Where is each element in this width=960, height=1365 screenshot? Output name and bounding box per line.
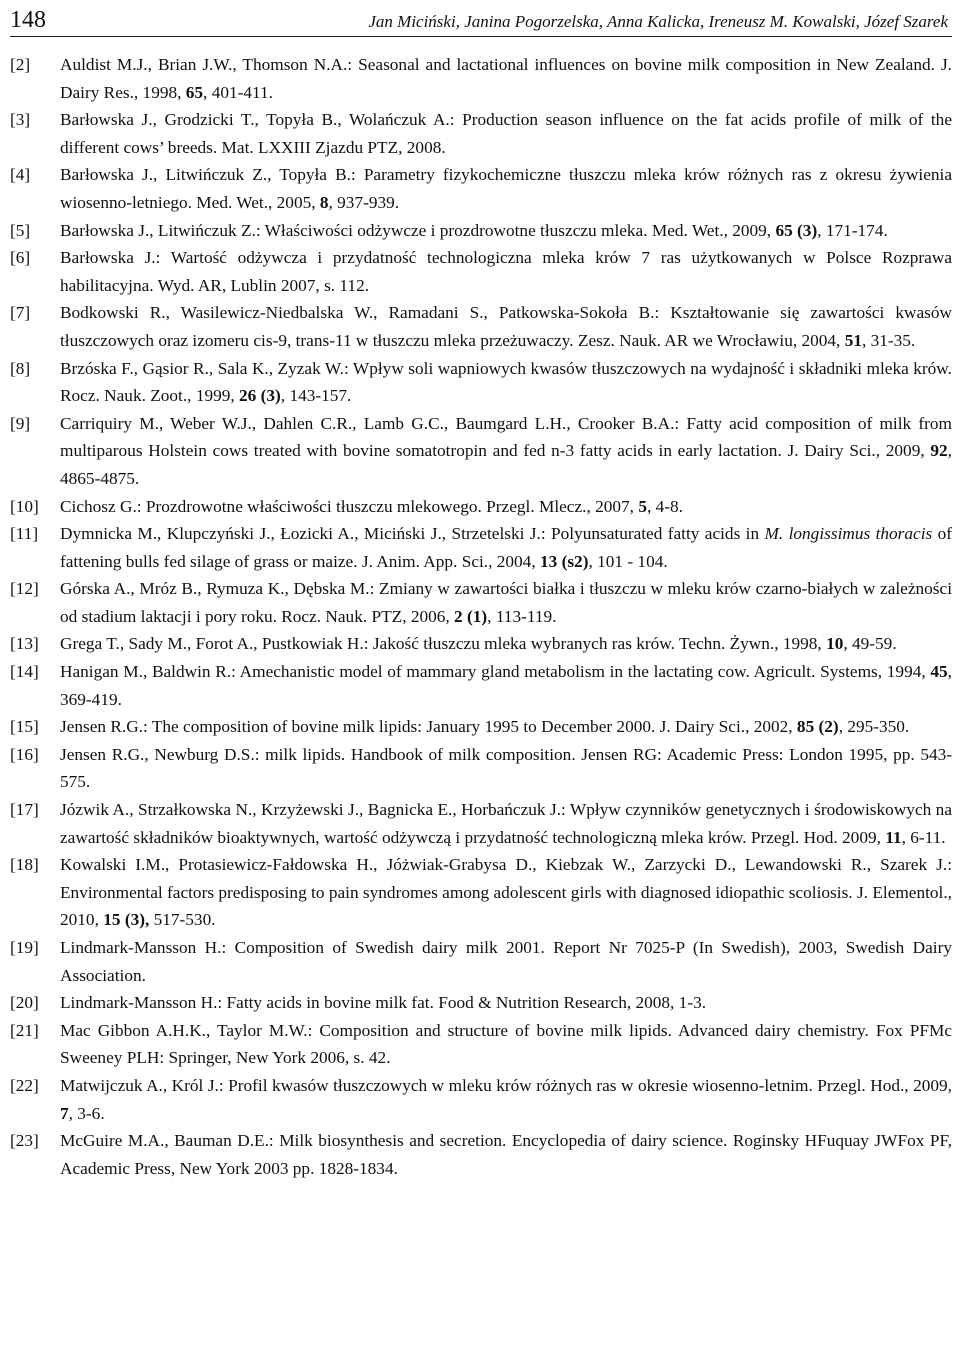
reference-text — [60, 1072, 952, 1127]
reference-text-segment: Barłowska J., Grodzicki T., Topyła B., Wolańczuk A.: Production season influence on the fat acids profile of milk of the different cows’ breeds. Mat. LXXIII Zjazdu PTZ, 2008. — [60, 110, 952, 157]
reference-text — [60, 741, 952, 796]
reference-text-segment: Hanigan M., Baldwin R.: Amechanistic model of mammary gland metabolism in the lactating cow. Agricult. Systems, 1994, — [60, 662, 931, 682]
reference-text-segment: Jensen R.G., Newburg D.S.: milk lipids. Handbook of milk composition. Jensen RG: Academic Press: London 1995, pp. 543-575. — [60, 744, 952, 792]
reference-volume: 13 — [539, 551, 558, 571]
reference-number: [7] — [10, 303, 31, 323]
reference-text-segment: 517-530. — [149, 910, 216, 930]
reference-text-segment: Carriquiry M., Weber W.J., Dahlen C.R., Lamb G.C., Baumgard L.H., Crooker B.A.: Fatty acid composition of milk from multiparous Holstein cows treated with bovine somatotropin and fed n-3 fatty acids in early lactation. J. Dairy Sci., 2009, — [60, 413, 952, 461]
reference-volume: (1) — [467, 606, 488, 626]
reference-text-segment: , 143-157. — [280, 386, 352, 406]
reference-volume: (3) — [797, 220, 818, 240]
reference-volume: (3), — [124, 910, 150, 930]
reference-number: [6] — [10, 248, 31, 268]
reference-text-segment: , 31-35. — [861, 330, 916, 350]
reference-text — [60, 1127, 952, 1182]
reference-text-segment: , 6-11. — [901, 827, 946, 847]
reference-text-segment: , 937-939. — [328, 192, 400, 212]
running-head-authors: Jan Miciński, Janina Pogorzelska, Anna Kalicka, Ireneusz M. Kowalski, Józef Szarek — [368, 12, 948, 31]
reference-entry — [10, 493, 952, 521]
reference-number: [23] — [10, 1131, 39, 1151]
reference-number: [18] — [10, 855, 39, 875]
reference-text-segment: , 101 - 104. — [588, 551, 668, 571]
reference-text — [60, 244, 952, 299]
reference-entry — [10, 299, 952, 354]
reference-text — [60, 106, 952, 161]
reference-number: [5] — [10, 220, 31, 240]
reference-entry — [10, 575, 952, 630]
reference-text-segment: Lindmark-Mansson H.: Fatty acids in bovine milk fat. Food & Nutrition Research, 2008, 1-3. — [60, 993, 707, 1013]
reference-entry — [10, 520, 952, 575]
reference-text-segment: Barłowska J.: Wartość odżywcza i przydatność technologiczna mleka krów 7 ras użytkowanych w Polsce Rozprawa habilitacyjna. Wyd. AR, Lublin 2007, s. 112. — [60, 248, 952, 295]
reference-text — [60, 796, 952, 851]
reference-number: [14] — [10, 662, 39, 682]
reference-text-segment: , 4-8. — [646, 496, 683, 516]
page-number: 148 — [10, 7, 46, 33]
reference-text — [60, 410, 952, 493]
reference-entry — [10, 161, 952, 216]
reference-volume: (3) — [260, 386, 281, 406]
reference-entry — [10, 934, 952, 989]
reference-text-segment: , 4865-4875. — [60, 441, 952, 488]
reference-text-segment: , 401-411. — [203, 82, 273, 102]
reference-text — [60, 217, 952, 245]
reference-text-segment: Barłowska J., Litwińczuk Z., Topyła B.: Parametry fizykochemiczne tłuszczu mleka krów różnych ras z okresu żywienia wiosenno-letniego. Med. Wet., 2005, — [60, 165, 952, 212]
reference-text — [60, 1017, 952, 1072]
reference-text-segment: Bodkowski R., Wasilewicz-Niedbalska W., Ramadani S., Patkowska-Sokoła B.: Kształtowanie się zawartości kwasów tłuszczowych oraz izomeru cis-9, trans-11 w tłuszczu mleka przeżuwaczy. Zesz. Nauk. AR we Wrocławiu, 2004, — [60, 303, 952, 350]
reference-number: [17] — [10, 800, 39, 820]
reference-entry — [10, 1127, 952, 1182]
reference-text-segment: , 295-350. — [838, 717, 910, 737]
reference-text-segment: Cichosz G.: Prozdrowotne właściwości tłuszczu mlekowego. Przegl. Mlecz., 2007, — [60, 496, 639, 516]
reference-text-segment: Lindmark-Mansson H.: Composition of Swedish dairy milk 2001. Report Nr 7025-P (In Swedish), 2003, Swedish Dairy Association. — [60, 938, 952, 985]
reference-text-segment: McGuire M.A., Bauman D.E.: Milk biosynthesis and secretion. Encyclopedia of dairy science. Roginsky HFuquay JWFox PF, Academic Press, New York 2003 pp. 1828-1834. — [60, 1131, 952, 1178]
reference-entry — [10, 217, 952, 245]
reference-volume: 92 — [930, 441, 948, 461]
reference-text-segment: Kowalski I.M., Protasiewicz-Fałdowska H., Jóżwiak-Grabysa D., Kiebzak W., Zarzycki D., Lewandowski R., Szarek J.: Environmental factors predisposing to pain syndromes among adolescent girls with diagnosed idiopathic scoliosis. J. Elementol., 2010, — [60, 855, 952, 930]
reference-number: [22] — [10, 1075, 39, 1095]
reference-entry — [10, 51, 952, 106]
page-header — [10, 2, 952, 37]
reference-number: [11] — [10, 524, 39, 544]
reference-entry — [10, 355, 952, 410]
reference-text-segment: , 3-6. — [68, 1103, 105, 1123]
reference-text — [60, 161, 952, 216]
reference-volume: 65 — [185, 82, 204, 102]
reference-text-segment: , 171-174. — [817, 220, 888, 240]
reference-number: [12] — [10, 579, 39, 599]
reference-text — [60, 575, 952, 630]
reference-text-segment: Matwijczuk A., Król J.: Profil kwasów tłuszczowych w mleku krów różnych ras w okresie wiosenno-letnim. Przegl. Hod., 2009, — [60, 1075, 952, 1095]
reference-text — [60, 658, 952, 713]
reference-entry — [10, 244, 952, 299]
reference-volume: 5 — [638, 496, 647, 516]
reference-volume: 2 — [454, 606, 463, 626]
reference-text-segment: , 49-59. — [843, 634, 897, 654]
reference-volume: 15 — [103, 910, 121, 930]
reference-italic-term: M. longissimus thoracis — [764, 524, 933, 544]
reference-entry — [10, 630, 952, 658]
reference-volume: 51 — [844, 330, 862, 350]
reference-text-segment: , 369-419. — [60, 662, 952, 709]
reference-text — [60, 630, 952, 658]
reference-text-segment: Barłowska J., Litwińczuk Z.: Właściwości odżywcze i prozdrowotne tłuszczu mleka. Med. Wet., 2009, — [60, 220, 776, 240]
reference-text-segment: of fattening bulls fed silage of grass or maize. J. Anim. App. Sci., 2004, — [60, 524, 953, 571]
reference-text — [60, 989, 952, 1017]
reference-entry — [10, 1017, 952, 1072]
reference-volume: 7 — [60, 1103, 69, 1123]
reference-volume: 85 — [796, 717, 815, 737]
reference-text-segment: , 113-119. — [487, 606, 557, 626]
reference-text — [60, 299, 952, 354]
reference-number: [20] — [10, 993, 39, 1013]
reference-volume: 45 — [930, 662, 948, 682]
reference-text — [60, 493, 952, 521]
reference-volume: 11 — [885, 827, 902, 847]
reference-number: [15] — [10, 717, 39, 737]
reference-entry — [10, 106, 952, 161]
reference-entry — [10, 796, 952, 851]
reference-text-segment: Dymnicka M., Klupczyński J., Łozicki A., Miciński J., Strzetelski J.: Polyunsaturated fatty acids in — [60, 524, 765, 544]
reference-number: [2] — [10, 55, 31, 74]
reference-number: [9] — [10, 413, 31, 433]
reference-number: [16] — [10, 744, 39, 764]
reference-number: [10] — [10, 496, 39, 516]
reference-entry — [10, 741, 952, 796]
reference-volume: 8 — [319, 192, 329, 212]
reference-number: [4] — [10, 165, 31, 185]
reference-text — [60, 934, 952, 989]
reference-entry — [10, 658, 952, 713]
reference-text-segment: Brzóska F., Gąsior R., Sala K., Zyzak W.: Wpływ soli wapniowych kwasów tłuszczowych na wydajność i składniki mleka krów. Rocz. Nauk. Zoot., 1999, — [60, 358, 952, 406]
reference-entry — [10, 713, 952, 741]
reference-number: [19] — [10, 938, 39, 957]
reference-volume: (s2) — [561, 551, 589, 571]
reference-number: [21] — [10, 1020, 39, 1040]
reference-text — [60, 51, 952, 106]
reference-entry — [10, 989, 952, 1017]
reference-text-segment: Auldist M.J., Brian J.W., Thomson N.A.: Seasonal and lactational influences on bovine milk composition in New Zealand. J. Dairy Res., 1998, — [60, 55, 952, 102]
reference-text — [60, 355, 952, 410]
reference-volume: (2) — [818, 717, 839, 737]
reference-text-segment: Józwik A., Strzałkowska N., Krzyżewski J., Bagnicka E., Horbańczuk J.: Wpływ czynników genetycznych i środowiskowych na zawartość składników bioaktywnych, wartość odżywczą i przydatność technologiczną mleka krów. Przegl. Hod. 2009, — [60, 800, 952, 847]
reference-entry — [10, 410, 952, 493]
reference-number: [8] — [10, 358, 31, 378]
reference-text-segment: Mac Gibbon A.H.K., Taylor M.W.: Composition and structure of bovine milk lipids. Advanced dairy chemistry. Fox PFMc Sweeney PLH: Springer, New York 2006, s. 42. — [60, 1020, 952, 1068]
reference-text-segment: Górska A., Mróz B., Rymuza K., Dębska M.: Zmiany w zawartości białka i tłuszczu w mleku krów czarno-białych w zależności od stadium laktacji i pory roku. Rocz. Nauk. PTZ, 2006, — [60, 579, 952, 626]
reference-volume: 10 — [826, 634, 844, 654]
reference-number: [13] — [10, 634, 39, 654]
reference-text-segment: Jensen R.G.: The composition of bovine milk lipids: January 1995 to December 2000. J. Dairy Sci., 2002, — [60, 717, 797, 737]
reference-text — [60, 520, 952, 575]
reference-volume: 26 — [239, 386, 257, 406]
reference-number: [3] — [10, 110, 31, 130]
reference-list — [10, 51, 952, 1182]
reference-text-segment: Grega T., Sady M., Forot A., Pustkowiak H.: Jakość tłuszczu mleka wybranych ras krów. Techn. Żywn., 1998, — [60, 634, 827, 654]
reference-text — [60, 713, 952, 741]
reference-entry — [10, 1072, 952, 1127]
reference-volume: 65 — [775, 220, 793, 240]
reference-text — [60, 851, 952, 934]
reference-entry — [10, 851, 952, 934]
